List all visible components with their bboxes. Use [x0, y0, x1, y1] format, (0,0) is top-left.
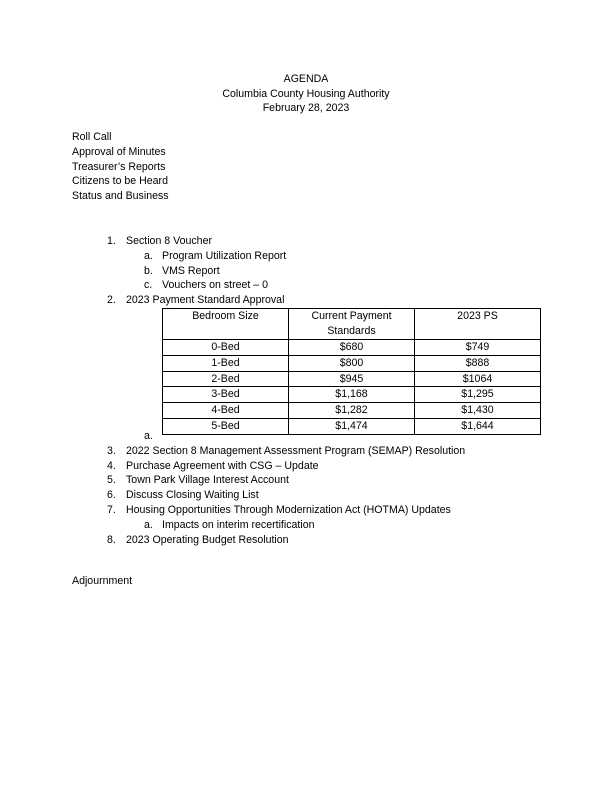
payment-standard-table: [162, 308, 541, 435]
cell-bedroom: 2-Bed: [163, 371, 289, 387]
subitem-label: Vouchers on street – 0: [162, 279, 269, 292]
cell-2023-ps: $1,295: [415, 387, 541, 403]
agenda-subitem-1b: [0, 264, 612, 279]
item-label: Section 8 Voucher: [126, 235, 212, 247]
cell-bedroom: 5-Bed: [163, 418, 289, 434]
agenda-item-8: [0, 533, 612, 548]
item-number: 7.: [107, 503, 116, 516]
section-roll-call: Roll Call: [72, 131, 112, 143]
header-current-payment-standards: [289, 308, 415, 339]
cell-2023-ps: $1064: [415, 371, 541, 387]
agenda-item-6: [0, 488, 612, 503]
header-current-line2: Standards: [327, 324, 376, 337]
subitem-letter: a.: [144, 429, 153, 442]
item-label: 2022 Section 8 Management Assessment Program (SEMAP) Resolution: [126, 444, 466, 457]
agenda-subitem-1c: [0, 278, 612, 293]
cell-2023-ps: $1,644: [415, 418, 541, 434]
agenda-item-4: [0, 459, 612, 474]
agenda-item-5: [0, 473, 612, 488]
agenda-subitem-7a: [0, 518, 612, 533]
cell-2023-ps: $1,430: [415, 403, 541, 419]
agenda-item-7: [0, 503, 612, 518]
header-2023-ps: 2023 PS: [415, 308, 541, 339]
agenda-title: AGENDA: [283, 73, 329, 85]
item-label: Town Park Village Interest Account: [126, 474, 289, 487]
item-label: Housing Opportunities Through Modernization Act (HOTMA) Updates: [126, 503, 451, 516]
cell-bedroom: 1-Bed: [163, 355, 289, 371]
subitem-label: Impacts on interim recertification: [162, 518, 315, 531]
item-number: 4.: [107, 459, 116, 472]
cell-2023-ps: $749: [415, 339, 541, 355]
agenda-subitem-1a: [0, 249, 612, 264]
organization-name: Columbia County Housing Authority: [222, 87, 390, 100]
subitem-letter: a.: [144, 249, 153, 262]
opening-sections: [72, 130, 169, 204]
agenda-list: [0, 234, 612, 547]
item-label: 2023 Payment Standard Approval: [126, 294, 285, 307]
cell-current: $1,168: [289, 387, 415, 403]
section-approval-of-minutes: Approval of Minutes: [72, 145, 166, 158]
item-label: Discuss Closing Waiting List: [126, 489, 259, 502]
item-label: 2023 Operating Budget Resolution: [126, 533, 289, 546]
header-current-line1: Current Payment: [311, 309, 392, 322]
cell-bedroom: 4-Bed: [163, 403, 289, 419]
table-row: [163, 371, 541, 387]
agenda-item-2: [0, 293, 612, 308]
cell-current: $945: [289, 371, 415, 387]
item-number: 5.: [107, 474, 116, 487]
table-row: [163, 339, 541, 355]
section-status-and-business: Status and Business: [72, 190, 169, 203]
item-number: 6.: [107, 489, 116, 502]
subitem-label: VMS Report: [162, 264, 220, 277]
table-header-row: [163, 308, 541, 339]
agenda-subitem-2a: [0, 429, 612, 444]
agenda-item-3: [0, 444, 612, 459]
item-number: 8.: [107, 533, 116, 546]
header-bedroom-size: Bedroom Size: [163, 308, 289, 339]
item-number: 1.: [107, 235, 116, 247]
subitem-letter: a.: [144, 518, 153, 531]
item-label: Purchase Agreement with CSG – Update: [126, 459, 319, 472]
cell-current: $1,474: [289, 418, 415, 434]
cell-2023-ps: $888: [415, 355, 541, 371]
cell-bedroom: 3-Bed: [163, 387, 289, 403]
subitem-letter: b.: [144, 264, 153, 277]
cell-bedroom: 0-Bed: [163, 339, 289, 355]
agenda-header: [0, 72, 612, 116]
table-row: [163, 355, 541, 371]
item-number: 3.: [107, 444, 116, 457]
cell-current: $680: [289, 339, 415, 355]
adjournment: Adjournment: [72, 575, 133, 587]
subitem-label: Program Utilization Report: [162, 249, 287, 262]
item-number: 2.: [107, 294, 116, 307]
table-row: [163, 387, 541, 403]
cell-current: $800: [289, 355, 415, 371]
agenda-item-1: [0, 234, 612, 249]
section-citizens-to-be-heard: Citizens to be Heard: [72, 175, 168, 188]
meeting-date: February 28, 2023: [262, 102, 350, 115]
table-row: [163, 403, 541, 419]
section-treasurers-reports: Treasurer’s Reports: [72, 160, 166, 173]
cell-current: $1,282: [289, 403, 415, 419]
subitem-letter: c.: [144, 279, 153, 292]
payment-standard-table-wrap: [0, 308, 612, 432]
